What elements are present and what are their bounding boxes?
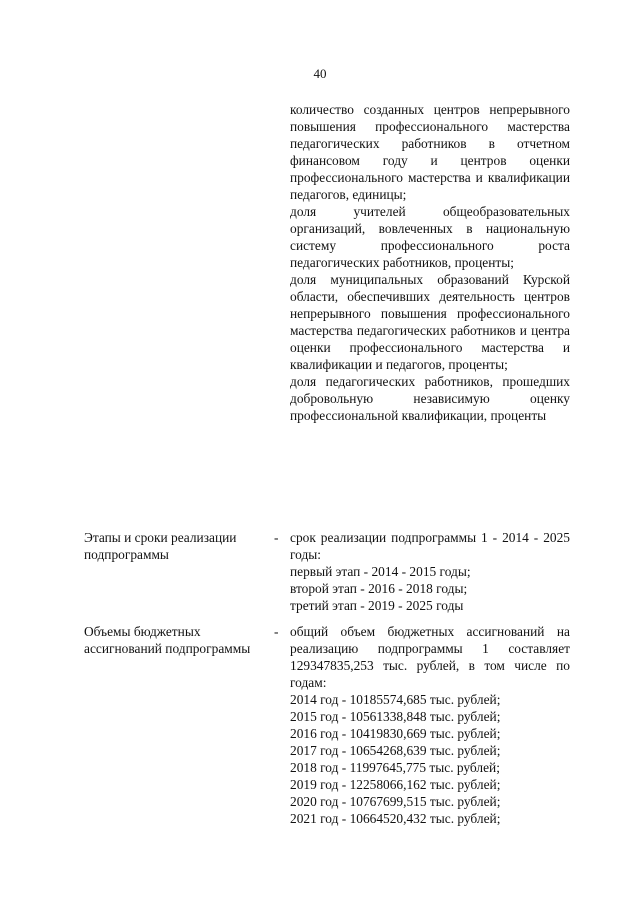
indicator-item: доля педагогических работников, прошедших добровольную независимую оценку профессиональной квалификации, проценты [290,374,570,423]
stages-line: третий этап - 2019 - 2025 годы [290,598,464,613]
indicators-list [290,101,570,424]
budget-year-line: 2020 год - 10767699,515 тыс. рублей; [290,794,501,809]
indicator-item: количество созданных центров непрерывного повышения профессионального мастерства педагогических работников в отчетном финансовом году и центров оценки профессионального мастерства и квалификации педагогов, единицы; [290,102,570,202]
stages-line: первый этап - 2014 - 2015 годы; [290,564,471,579]
indicator-item: доля учителей общеобразовательных организаций, вовлеченных в национальную систему профессионального роста педагогических работников, проценты; [290,204,570,270]
stages-dash: - [274,530,279,545]
budget-year-line: 2015 год - 10561338,848 тыс. рублей; [290,709,501,724]
budget-year-line: 2019 год - 12258066,162 тыс. рублей; [290,777,501,792]
budget-dash: - [274,624,279,639]
stages-label: Этапы и сроки реализации подпрограммы [84,530,237,562]
budget-year-line: 2017 год - 10654268,639 тыс. рублей; [290,743,501,758]
page-number: 40 [313,66,327,81]
budget-year-line: 2016 год - 10419830,669 тыс. рублей; [290,726,501,741]
stages-value [290,529,570,614]
budget-label: Объемы бюджетных ассигнований подпрограммы [84,624,251,656]
stages-line: второй этап - 2016 - 2018 годы; [290,581,468,596]
indicator-item: доля муниципальных образований Курской области, обеспечивших деятельность центров непрерывного повышения профессионального мастерства педагогических работников и центра оценки профессионального мастерства и квалификации и педагогов, проценты; [290,272,570,372]
budget-year-line: 2014 год - 10185574,685 тыс. рублей; [290,692,501,707]
budget-value [290,623,570,827]
budget-year-line: 2018 год - 11997645,775 тыс. рублей; [290,760,500,775]
budget-year-line: 2021 год - 10664520,432 тыс. рублей; [290,811,501,826]
stages-line: срок реализации подпрограммы 1 - 2014 - 2025 годы: [290,530,570,562]
budget-intro: общий объем бюджетных ассигнований на реализацию подпрограммы 1 составляет 129347835,253 тыс. рублей, в том числе по годам: [290,624,570,690]
